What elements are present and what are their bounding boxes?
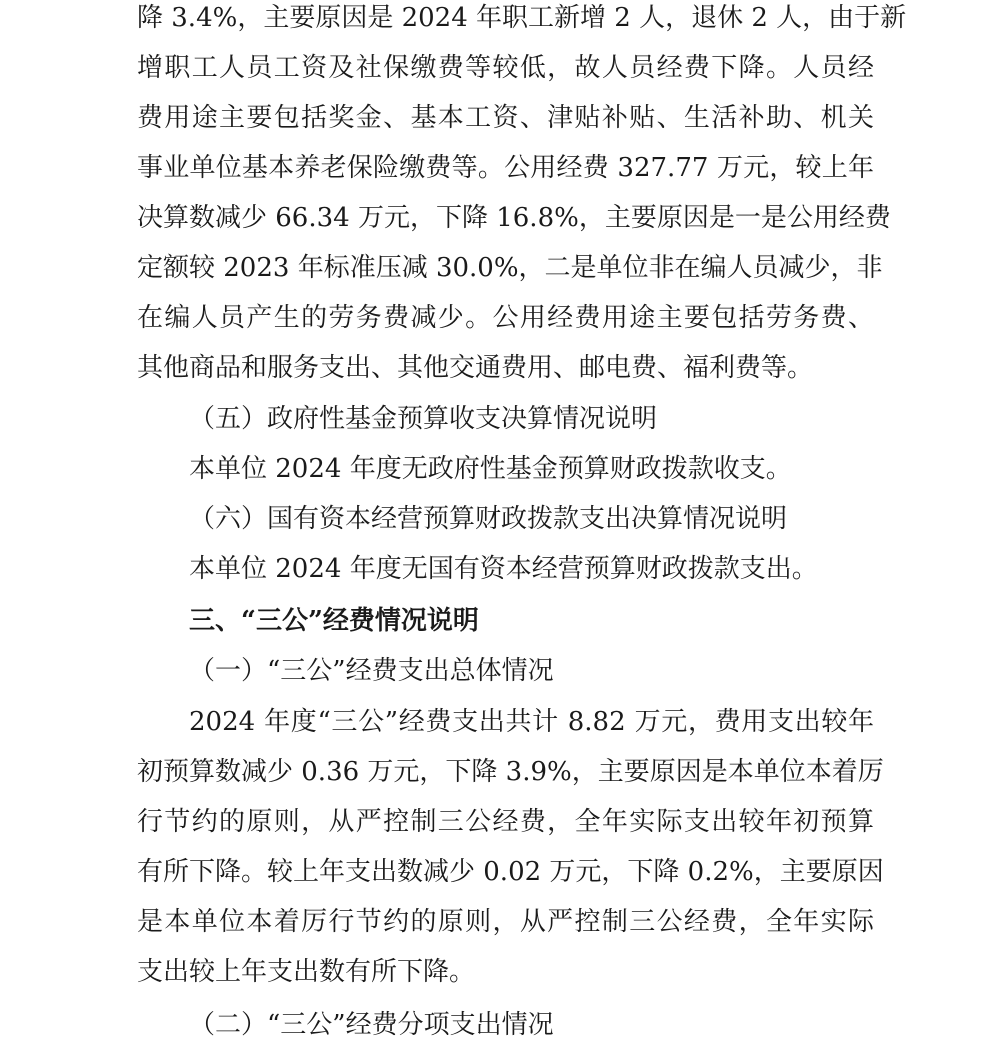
- text-line: 2024 年度“三公”经费支出共计 8.82 万元，费用支出较年: [189, 707, 874, 737]
- section-text-government-fund: 本单位 2024 年度无政府性基金预算财政拨款收支。: [189, 454, 792, 484]
- subsection-heading-itemized: （二）“三公”经费分项支出情况: [189, 1010, 554, 1040]
- subsection-heading-overall: （一）“三公”经费支出总体情况: [189, 656, 554, 686]
- part-heading-three-public-expenses: 三、“三公”经费情况说明: [189, 606, 479, 636]
- text-line: 初预算数减少 0.36 万元，下降 3.9%，主要原因是本单位本着厉: [137, 757, 884, 787]
- text-line: 其他商品和服务支出、其他交通费用、邮电费、福利费等。: [137, 353, 814, 383]
- section-text-state-capital: 本单位 2024 年度无国有资本经营预算财政拨款支出。: [189, 554, 818, 584]
- section-heading-government-fund: （五）政府性基金预算收支决算情况说明: [189, 404, 658, 434]
- text-line: 是本单位本着厉行节约的原则，从严控制三公经费，全年实际: [137, 907, 874, 937]
- text-line: 费用途主要包括奖金、基本工资、津贴补贴、生活补助、机关: [137, 103, 874, 133]
- text-line: 有所下降。较上年支出数减少 0.02 万元，下降 0.2%，主要原因: [137, 857, 884, 887]
- text-line: 降 3.4%，主要原因是 2024 年职工新增 2 人，退休 2 人，由于新: [137, 3, 907, 33]
- text-line: 决算数减少 66.34 万元，下降 16.8%，主要原因是一是公用经费: [137, 203, 891, 233]
- text-line: 支出较上年支出数有所下降。: [137, 957, 476, 987]
- text-line: 增职工人员工资及社保缴费等较低，故人员经费下降。人员经: [137, 53, 874, 83]
- text-line: 行节约的原则，从严控制三公经费，全年实际支出较年初预算: [137, 807, 874, 837]
- section-heading-state-capital: （六）国有资本经营预算财政拨款支出决算情况说明: [189, 504, 788, 534]
- text-line: 在编人员产生的劳务费减少。公用经费用途主要包括劳务费、: [137, 303, 874, 333]
- text-line: 定额较 2023 年标准压减 30.0%，二是单位非在编人员减少，非: [137, 253, 883, 283]
- text-line: 事业单位基本养老保险缴费等。公用经费 327.77 万元，较上年: [137, 153, 874, 183]
